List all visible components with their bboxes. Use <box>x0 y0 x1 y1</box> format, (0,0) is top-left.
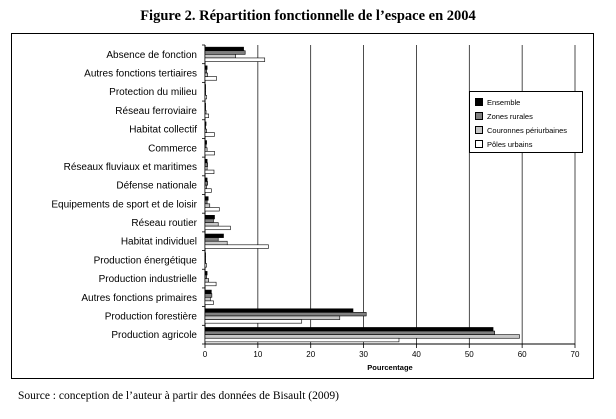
bar <box>205 331 495 335</box>
bar <box>205 69 207 73</box>
bar <box>205 141 207 145</box>
category-label: Habitat individuel <box>120 236 197 248</box>
bar <box>205 256 206 260</box>
bar <box>205 253 206 257</box>
legend-item <box>475 137 582 151</box>
bar <box>205 54 236 58</box>
bar <box>205 290 211 294</box>
bar <box>205 103 206 107</box>
legend-label: Pôles urbains <box>487 139 533 149</box>
bar <box>205 301 213 305</box>
category-label: Production forestière <box>104 311 197 323</box>
bar <box>205 245 268 249</box>
chart-area <box>11 33 594 379</box>
legend-item <box>475 123 582 137</box>
bar <box>205 260 206 264</box>
bar <box>205 178 207 182</box>
bar <box>205 77 217 81</box>
bar <box>205 73 208 77</box>
bar <box>205 129 207 133</box>
bar <box>205 316 340 320</box>
bar <box>205 170 214 174</box>
x-tick-label: 30 <box>359 350 369 359</box>
bar <box>205 223 218 227</box>
legend-label: Zones rurales <box>487 111 533 121</box>
legend-label: Couronnes périurbaines <box>487 125 568 135</box>
x-tick-label: 20 <box>306 350 316 359</box>
bar <box>205 234 224 238</box>
category-label: Equipements de sport et de loisir <box>51 199 197 211</box>
bar <box>205 148 207 152</box>
bar <box>205 238 218 242</box>
bar <box>205 66 207 70</box>
category-label: Défense nationale <box>116 180 197 192</box>
bar <box>205 271 207 275</box>
chart-legend <box>469 91 583 153</box>
bar <box>205 47 244 51</box>
bar <box>205 241 227 245</box>
bar <box>205 338 399 342</box>
bar <box>205 51 245 55</box>
bar <box>205 159 207 163</box>
bar <box>205 204 210 208</box>
bar <box>205 215 215 219</box>
x-tick-label: 60 <box>517 350 527 359</box>
bar <box>205 185 207 189</box>
bar <box>205 327 493 331</box>
x-tick-label: 10 <box>253 350 263 359</box>
bar <box>205 200 207 204</box>
category-label: Protection du milieu <box>109 87 197 99</box>
category-label: Autres fonctions primaires <box>81 292 197 304</box>
bar <box>205 166 207 170</box>
bar <box>205 92 206 96</box>
legend-swatch <box>475 140 483 148</box>
legend-item <box>475 109 582 123</box>
bar <box>205 114 209 118</box>
category-label: Commerce <box>148 143 197 155</box>
legend-item <box>475 95 582 109</box>
legend-swatch <box>475 112 483 120</box>
bar <box>205 320 302 324</box>
bar <box>205 133 215 137</box>
category-label: Production industrielle <box>98 274 197 286</box>
x-tick-label: 50 <box>464 350 474 359</box>
bar <box>205 88 206 92</box>
category-label: Production énergétique <box>93 255 197 267</box>
bar <box>205 264 207 268</box>
legend-swatch <box>475 126 483 134</box>
category-label: Production agricole <box>111 330 197 342</box>
bar <box>205 125 206 129</box>
bar <box>205 163 208 167</box>
x-tick-label: 0 <box>202 350 208 359</box>
bar <box>205 297 210 301</box>
bar <box>205 110 206 114</box>
bar <box>205 279 209 283</box>
category-label: Réseau routier <box>131 218 197 230</box>
category-label: Habitat collectif <box>129 124 197 136</box>
bar <box>205 294 212 298</box>
x-axis-title: Pourcentage <box>367 363 413 372</box>
category-label: Réseaux fluviaux et maritimes <box>63 161 197 173</box>
x-tick-label: 70 <box>570 350 580 359</box>
bar <box>205 189 211 193</box>
bar <box>205 58 265 62</box>
bar <box>205 107 206 111</box>
bar <box>205 122 206 126</box>
bar <box>205 95 207 99</box>
bar <box>205 207 219 211</box>
bar <box>205 144 206 148</box>
legend-label: Ensemble <box>487 97 521 107</box>
category-label: Absence de fonction <box>106 49 197 61</box>
bar <box>205 312 366 316</box>
bar <box>205 282 216 286</box>
bar <box>205 226 230 230</box>
category-label: Réseau ferroviaire <box>115 105 197 117</box>
x-tick-label: 40 <box>411 350 421 359</box>
bar <box>205 85 206 89</box>
legend-swatch <box>475 98 483 106</box>
bar <box>205 197 208 201</box>
source-note: Source : conception de l’auteur à partir des données de Bisault (2009) <box>18 390 339 402</box>
bar <box>205 309 353 313</box>
bar <box>205 275 207 279</box>
bar <box>205 219 213 223</box>
category-label: Autres fonctions tertiaires <box>84 68 197 80</box>
bar-chart <box>12 34 595 380</box>
bar <box>205 151 215 155</box>
bar <box>205 182 208 186</box>
figure-title: Figure 2. Répartition fonctionnelle de l’espace en 2004 <box>140 8 476 24</box>
bar <box>205 335 520 339</box>
